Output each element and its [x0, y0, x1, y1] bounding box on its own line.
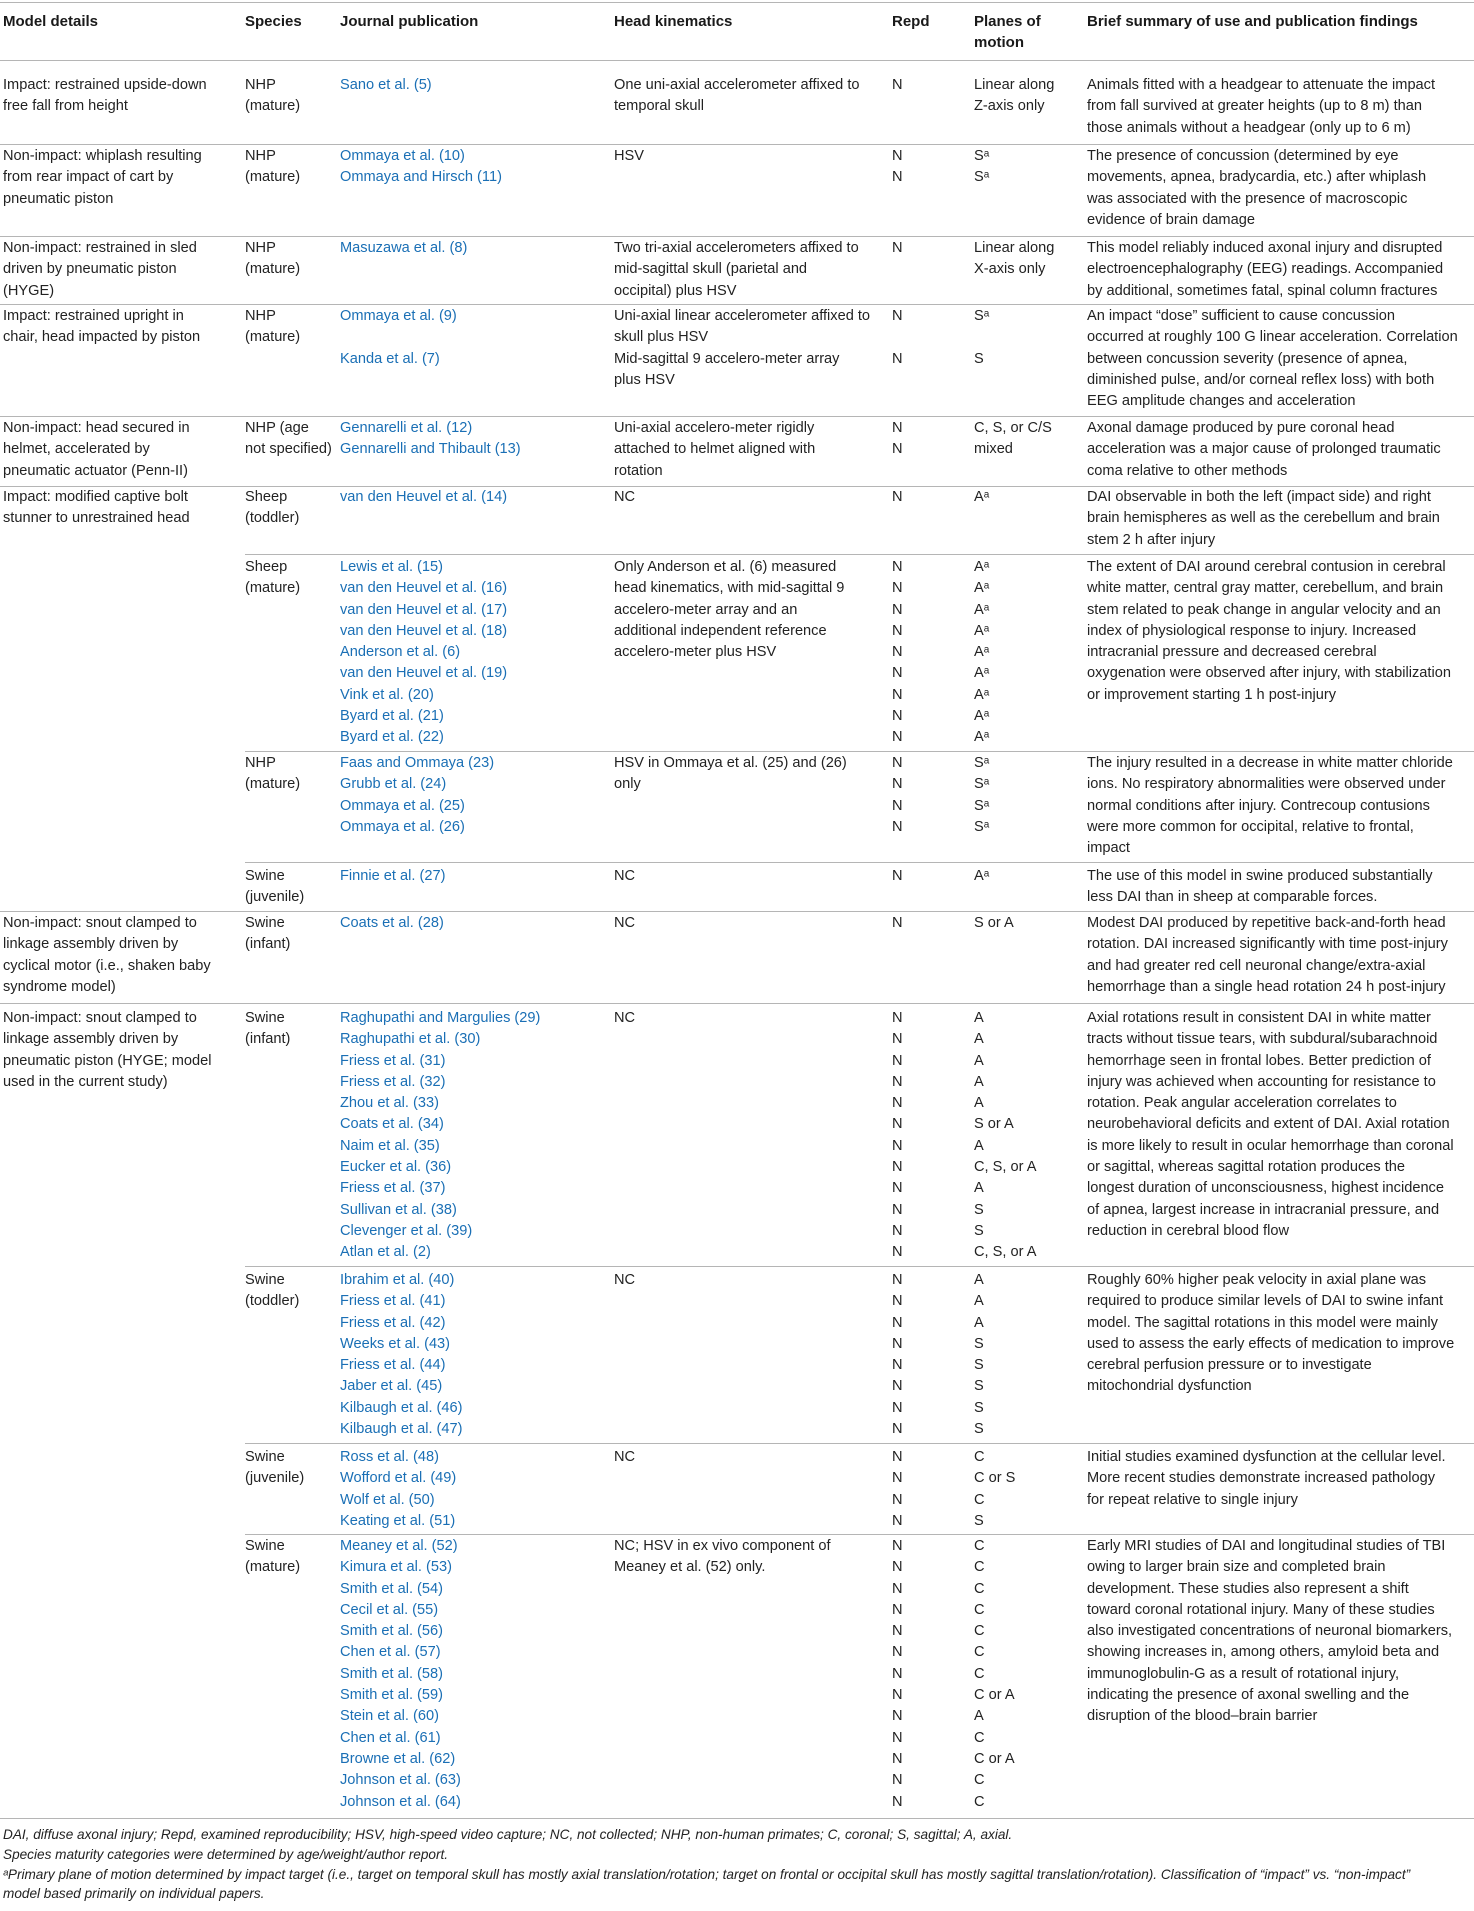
repd-cell: N	[892, 240, 903, 256]
row-divider	[245, 1443, 1474, 1444]
planes-cell: C C C C C C C C or A A C C or A C C	[974, 1538, 1015, 1810]
planes-cell: C, S, or C/S mixed	[974, 420, 1052, 458]
row-divider	[245, 1266, 1474, 1267]
species-cell: Swine (mature)	[245, 1538, 301, 1576]
journal-cell[interactable]: Ommaya et al. (9) Kanda et al. (7)	[340, 308, 457, 367]
model-details-cell: Non-impact: whiplash resulting from rear impact of cart by pneumatic piston	[3, 148, 202, 207]
table-bottom-rule	[0, 1818, 1474, 1819]
species-cell: Sheep (mature)	[245, 559, 301, 597]
planes-cell: C C or S C S	[974, 1449, 1016, 1529]
footnote-species-maturity: Species maturity categories were determined by age/weight/author report.	[3, 1847, 449, 1862]
journal-cell[interactable]: Ommaya et al. (10) Ommaya and Hirsch (11)	[340, 148, 502, 186]
kinematics-cell: One uni-axial accelerometer affixed to temporal skull	[614, 77, 860, 115]
summary-cell: Animals fitted with a headgear to attenuate the impact from fall survived at greater heights (up to 8 m) than those animals without a headgear (only up to 6 m)	[1087, 77, 1436, 136]
repd-cell: N N N N N N N N	[892, 1272, 903, 1438]
planes-cell: Aᵃ	[974, 489, 990, 505]
species-cell: NHP (mature)	[245, 755, 301, 793]
row-divider	[0, 1003, 1474, 1004]
planes-cell: Aᵃ Aᵃ Aᵃ Aᵃ Aᵃ Aᵃ Aᵃ Aᵃ Aᵃ	[974, 559, 990, 746]
journal-cell[interactable]: Ibrahim et al. (40) Friess et al. (41) Friess et al. (42) Weeks et al. (43) Friess et al. (44) Jaber et al. (45) Kilbaugh et al. (46) Kilbaugh et al. (47)	[340, 1272, 463, 1438]
model-details-cell: Impact: modified captive bolt stunner to unrestrained head	[3, 489, 190, 527]
kinematics-cell: NC	[614, 868, 636, 884]
summary-cell: An impact “dose” sufficient to cause concussion occurred at roughly 100 G linear acceleration. Correlation between concussion severity (presence of apnea, diminished pulse, and/or corneal reflex loss) with both EEG amplitude changes and acceleration	[1087, 308, 1458, 410]
repd-cell: N	[892, 77, 903, 93]
repd-cell: N N N N	[892, 755, 903, 835]
kinematics-cell: NC	[614, 1010, 636, 1026]
repd-cell: N	[892, 489, 903, 505]
repd-cell: N N N N N N N N N N N N N	[892, 1538, 903, 1810]
species-cell: Swine (infant)	[245, 1010, 291, 1048]
species-cell: Swine (infant)	[245, 915, 291, 953]
kinematics-cell: Two tri-axial accelerometers affixed to mid-sagittal skull (parietal and occipital) plus HSV	[614, 240, 859, 299]
row-divider	[245, 862, 1474, 863]
journal-cell[interactable]: Coats et al. (28)	[340, 915, 444, 931]
row-divider	[0, 144, 1474, 145]
planes-cell: Sᵃ S	[974, 308, 990, 367]
kinematics-cell: Only Anderson et al. (6) measured head kinematics, with mid-sagittal 9 accelero-meter array and an additional independent reference accelero-meter plus HSV	[614, 559, 845, 661]
journal-cell[interactable]: Sano et al. (5)	[340, 77, 432, 93]
repd-cell: N	[892, 868, 903, 884]
species-cell: Swine (juvenile)	[245, 868, 305, 906]
summary-cell: Axial rotations result in consistent DAI in white matter tracts without tissue tears, with subdural/subarachnoid hemorrhage seen in frontal lobes. Better prediction of injury was achieved when accounting for resistance to rotation. Peak angular acceleration correlates to neurobehavioral deficits and extent of DAI. Axial rotation is more likely to result in ocular hemorrhage than coronal or sagittal, whereas sagittal rotation produces the longest duration of unconsciousness, highest incidence of apnea, largest increase in intracranial pressure, and reduction in cerebral blood flow	[1087, 1010, 1454, 1239]
kinematics-cell: HSV	[614, 148, 645, 164]
header-planes-of-motion: Planes of motion	[974, 13, 1041, 52]
species-cell: Swine (toddler)	[245, 1272, 300, 1310]
header-species: Species	[245, 13, 302, 30]
summary-cell: Roughly 60% higher peak velocity in axial plane was required to produce similar levels of DAI to swine infant model. The sagittal rotations in this model were mainly used to assess the early effects of medication to improve cerebral perfusion pressure or to investigate mitochondrial dysfunction	[1087, 1272, 1455, 1395]
summary-cell: DAI observable in both the left (impact side) and right brain hemispheres as well as the cerebellum and brain stem 2 h after injury	[1087, 489, 1440, 548]
model-details-cell: Non-impact: restrained in sled driven by pneumatic piston (HYGE)	[3, 240, 197, 299]
planes-cell: A A A S S S S S	[974, 1272, 984, 1438]
species-cell: NHP (age not specified)	[245, 420, 332, 458]
model-details-cell: Impact: restrained upright in chair, head impacted by piston	[3, 308, 201, 346]
summary-cell: Axonal damage produced by pure coronal head acceleration was a major cause of prolonged traumatic coma relative to other methods	[1087, 420, 1441, 479]
journal-cell[interactable]: Ross et al. (48) Wofford et al. (49) Wolf et al. (50) Keating et al. (51)	[340, 1449, 457, 1529]
planes-cell: Linear along X-axis only	[974, 240, 1055, 278]
row-divider	[0, 911, 1474, 912]
planes-cell: Sᵃ Sᵃ	[974, 148, 990, 186]
summary-cell: Initial studies examined dysfunction at the cellular level. More recent studies demonstrate increased pathology for repeat relative to single injury	[1087, 1449, 1446, 1508]
kinematics-cell: NC	[614, 1449, 636, 1465]
kinematics-cell: NC	[614, 489, 636, 505]
header-model-details: Model details	[3, 13, 99, 30]
table-top-rule	[0, 2, 1474, 3]
journal-cell[interactable]: Raghupathi and Margulies (29) Raghupathi et al. (30) Friess et al. (31) Friess et al. (32) Zhou et al. (33) Coats et al. (34) Naim et al. (35) Eucker et al. (36) Friess et al. (37) Sullivan et al. (38) Clevenger et al. (39) Atlan et al. (2)	[340, 1010, 541, 1261]
summary-cell: Early MRI studies of DAI and longitudinal studies of TBI owing to larger brain size and completed brain development. These studies also represent a shift toward coronal rotational injury. Many of these studies also investigated concentrations of neuronal biomarkers, showing increases in, among others, amyloid beta and immunoglobulin-G as a result of rotational injury, indicating the presence of axonal swelling and the disruption of the blood–brain barrier	[1087, 1538, 1453, 1725]
summary-cell: This model reliably induced axonal injury and disrupted electroencephalography (EEG) readings. Accompanied by additional, sometimes fatal, spinal column fractures	[1087, 240, 1444, 299]
row-divider	[245, 1534, 1474, 1535]
journal-cell[interactable]: Lewis et al. (15) van den Heuvel et al. (16) van den Heuvel et al. (17) van den Heuvel et al. (18) Anderson et al. (6) van den Heuvel et al. (19) Vink et al. (20) Byard et al. (21) Byard et al. (22)	[340, 559, 508, 746]
summary-cell: The injury resulted in a decrease in white matter chloride ions. No respiratory abnormalities were observed under normal conditions after injury. Contrecoup contusions were more common for occipital, relative to frontal, impact	[1087, 755, 1453, 857]
species-cell: NHP (mature)	[245, 240, 301, 278]
kinematics-cell: NC	[614, 915, 636, 931]
summary-cell: The presence of concussion (determined by eye movements, apnea, bradycardia, etc.) after whiplash was associated with the presence of macroscopic evidence of brain damage	[1087, 148, 1427, 228]
model-details-cell: Non-impact: snout clamped to linkage assembly driven by pneumatic piston (HYGE; model used in the current study)	[3, 1010, 212, 1090]
repd-cell: N N N N N N N N N	[892, 559, 903, 746]
summary-cell: Modest DAI produced by repetitive back-and-forth head rotation. DAI increased significantly with time post-injury and had greater red cell neuronal change/extra-axial hemorrhage than a single head rotation 24 h post-injury	[1087, 915, 1448, 995]
kinematics-cell: HSV in Ommaya et al. (25) and (26) only	[614, 755, 847, 793]
repd-cell: N N	[892, 308, 903, 367]
row-divider	[245, 554, 1474, 555]
journal-cell[interactable]: Meaney et al. (52) Kimura et al. (53) Smith et al. (54) Cecil et al. (55) Smith et al. (56) Chen et al. (57) Smith et al. (58) Smith et al. (59) Stein et al. (60) Chen et al. (61) Browne et al. (62) Johnson et al. (63) Johnson et al. (64)	[340, 1538, 461, 1810]
summary-cell: The extent of DAI around cerebral contusion in cerebral white matter, central gray matter, cerebellum, and brain stem related to peak change in angular velocity and an index of physiological response to injury. Increased intracranial pressure and decreased cerebral oxygenation were observed after injury, with stabilization or improvement starting 1 h post-injury	[1087, 559, 1451, 703]
planes-cell: Linear along Z-axis only	[974, 77, 1055, 115]
journal-cell[interactable]: Finnie et al. (27)	[340, 868, 446, 884]
row-divider	[0, 416, 1474, 417]
species-cell: Sheep (toddler)	[245, 489, 300, 527]
kinematics-cell: Uni-axial linear accelerometer affixed to skull plus HSV Mid-sagittal 9 accelero-meter array plus HSV	[614, 308, 871, 388]
row-divider	[0, 236, 1474, 237]
header-repd: Repd	[892, 13, 930, 30]
footnote-abbreviations: DAI, diffuse axonal injury; Repd, examined reproducibility; HSV, high-speed video capture; NC, not collected; NHP, non-human primates; C, coronal; S, sagittal; A, axial.	[3, 1827, 1013, 1842]
kinematics-cell: NC	[614, 1272, 636, 1288]
header-journal-publication: Journal publication	[340, 13, 479, 30]
species-cell: NHP (mature)	[245, 308, 301, 346]
repd-cell: N N N N N N N N N N N N	[892, 1010, 903, 1261]
repd-cell: N N	[892, 148, 903, 186]
journal-cell[interactable]: van den Heuvel et al. (14)	[340, 489, 508, 505]
species-cell: NHP (mature)	[245, 148, 301, 186]
journal-cell[interactable]: Gennarelli et al. (12) Gennarelli and Thibault (13)	[340, 420, 521, 458]
journal-cell[interactable]: Masuzawa et al. (8)	[340, 240, 468, 256]
repd-cell: N N N N	[892, 1449, 903, 1529]
row-divider	[0, 304, 1474, 305]
repd-cell: N N	[892, 420, 903, 458]
kinematics-cell: Uni-axial accelero-meter rigidly attached to helmet aligned with rotation	[614, 420, 816, 479]
species-cell: NHP (mature)	[245, 77, 301, 115]
header-head-kinematics: Head kinematics	[614, 13, 733, 30]
model-details-cell: Non-impact: snout clamped to linkage assembly driven by cyclical motor (i.e., shaken baby syndrome model)	[3, 915, 211, 995]
model-details-cell: Non-impact: head secured in helmet, accelerated by pneumatic actuator (Penn-II)	[3, 420, 190, 479]
header-summary: Brief summary of use and publication findings	[1087, 13, 1418, 30]
kinematics-cell: NC; HSV in ex vivo component of Meaney et al. (52) only.	[614, 1538, 831, 1576]
planes-cell: Sᵃ Sᵃ Sᵃ Sᵃ	[974, 755, 990, 835]
model-details-cell: Impact: restrained upside-down free fall from height	[3, 77, 207, 115]
planes-cell: Aᵃ	[974, 868, 990, 884]
species-cell: Swine (juvenile)	[245, 1449, 305, 1487]
repd-cell: N	[892, 915, 903, 931]
summary-cell: The use of this model in swine produced substantially less DAI than in sheep at comparable forces.	[1087, 868, 1433, 906]
row-divider	[245, 751, 1474, 752]
planes-cell: A A A A A S or A A C, S, or A A S S C, S, or A	[974, 1010, 1037, 1261]
planes-cell: S or A	[974, 915, 1014, 931]
journal-cell[interactable]: Faas and Ommaya (23) Grubb et al. (24) Ommaya et al. (25) Ommaya et al. (26)	[340, 755, 495, 835]
footnote-plane-of-motion: ᵃPrimary plane of motion determined by impact target (i.e., target on temporal skull has mostly axial translation/rotation; target on frontal or occipital skull has mostly sagittal translation/rotation). Classification of “impact” vs. “non-impact” model based primarily on individual papers.	[3, 1867, 1411, 1901]
header-rule	[0, 60, 1474, 61]
